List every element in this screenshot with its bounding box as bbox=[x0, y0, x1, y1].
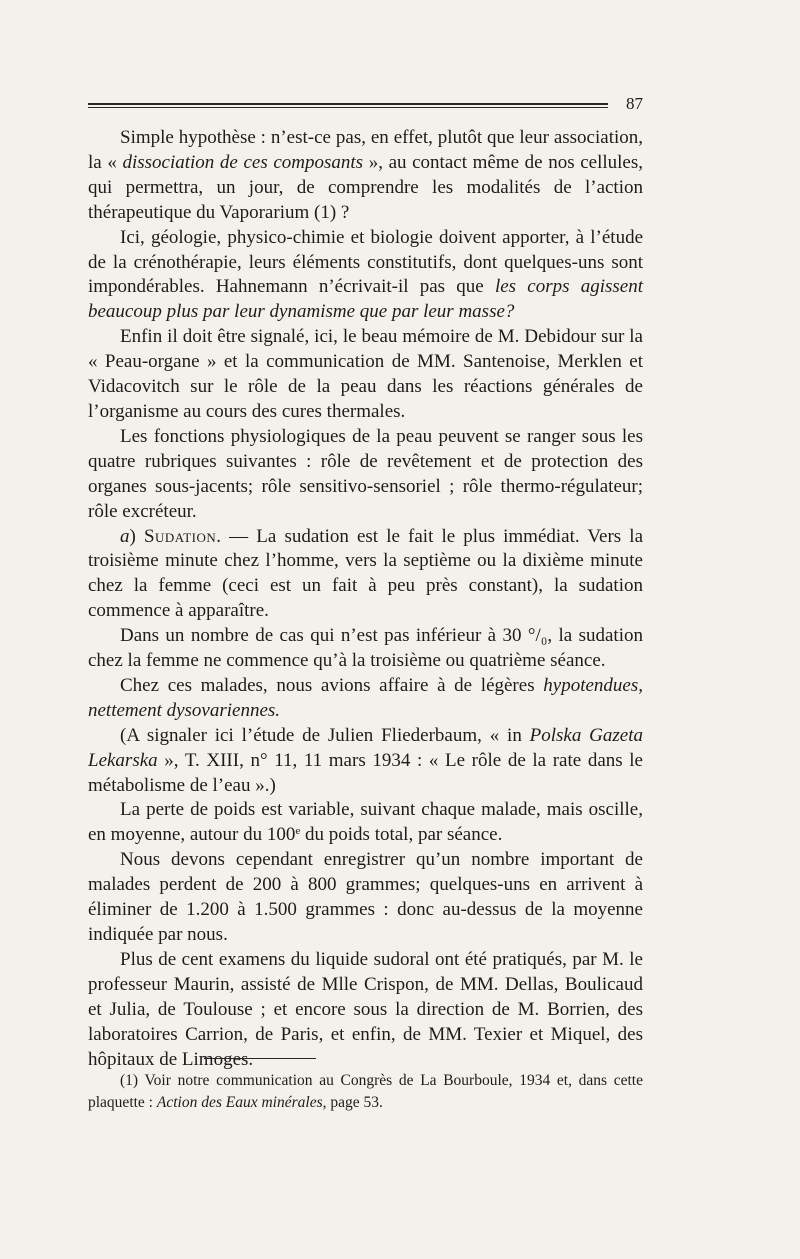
paragraph bbox=[88, 325, 643, 425]
text-run: Ici, géologie, physico-chimie et biologie doivent apporter, à l’étude de la crénothérapie, leurs éléments constitutifs, dont quelques-uns sont impondérables. Hahnemann n’écrivait-il pas que bbox=[88, 226, 643, 298]
italic-text: Polska Gazeta Lekarska bbox=[88, 724, 643, 771]
page-number: 87 bbox=[626, 94, 643, 113]
italic-text: hypotendues, nettement dysovariennes. bbox=[88, 674, 643, 721]
text-run: », T. XIII, n° 11, 11 mars 1934 : « Le rôle de la rate dans le métabolisme de l’eau ».) bbox=[88, 749, 643, 796]
superscript: e bbox=[295, 825, 301, 838]
paragraph bbox=[88, 848, 643, 948]
text-run: ) bbox=[129, 525, 144, 547]
text-run: Nous devons cependant enregistrer qu’un nombre important de malades perdent de 200 à 800 grammes; quelques-uns en arrivent à éliminer de 1.200 à 1.500 grammes : donc au-dessus de la moyenne indiquée par nous. bbox=[88, 849, 643, 945]
italic-text: a bbox=[120, 525, 130, 547]
footnote-rule bbox=[204, 1058, 316, 1059]
text-run: (1) Voir notre communication au Congrès de La Bourboule, 1934 et, dans cette plaquette : bbox=[88, 1072, 643, 1111]
footnote bbox=[88, 1070, 643, 1114]
section-heading: Sudation bbox=[143, 525, 217, 547]
text-run: Enfin il doit être signalé, ici, le beau mémoire de M. Debidour sur la « Peau-organe » et la communication de MM. Santenoise, Merklen et Vidacovitch sur le rôle de la peau dans les réactions générales de l’organisme au cours des cures thermales. bbox=[88, 326, 643, 422]
text-run: . — La sudation est le fait le plus immédiat. Vers la troisième minute chez l’homme, vers la septième ou la dixième minute chez la femme (ceci est un fait à peu près constant), la sudation commence à apparaître. bbox=[88, 525, 644, 622]
footnotes bbox=[88, 1070, 643, 1114]
paragraph bbox=[88, 525, 643, 625]
text-run: (A signaler ici l’étude de Julien Fliederbaum, « in bbox=[120, 724, 530, 746]
text-run: Plus de cent examens du liquide sudoral ont été pratiqués, par M. le professeur Maurin, assisté de Mlle Crispon, de MM. Dellas, Boulicaud et Julia, de Toulouse ; et encore sous la direction de M. Borrien, des laboratoires Carrion, de Paris, et enfin, de MM. Texier et Miquel, des hôpitaux de Limoges. bbox=[88, 948, 643, 1070]
italic-text: Action des Eaux minérales bbox=[156, 1094, 323, 1111]
paragraph bbox=[88, 126, 643, 226]
text-run: Les fonctions physiologiques de la peau peuvent se ranger sous les quatre rubriques suivantes : rôle de revêtement et de protection des organes sous-jacents; rôle sensitivo-sensoriel ; rôle thermo-régulateur; rôle excréteur. bbox=[88, 425, 643, 522]
paragraph bbox=[88, 425, 643, 525]
text-run: du poids total, par séance. bbox=[300, 824, 503, 846]
italic-text: les corps agissent beaucoup plus par leur dynamisme que par leur masse? bbox=[88, 276, 644, 323]
paragraph bbox=[88, 798, 643, 848]
body-text bbox=[88, 126, 643, 1072]
paragraph bbox=[88, 948, 643, 1073]
paragraph bbox=[88, 724, 643, 799]
text-run: Simple hypothèse : n’est-ce pas, en effet, plutôt que leur association, la « bbox=[88, 127, 643, 173]
paragraph bbox=[88, 226, 643, 326]
running-header bbox=[88, 94, 643, 114]
text-run: , page 53. bbox=[322, 1094, 383, 1111]
text-run: Chez ces malades, nous avions affaire à de légères bbox=[120, 674, 544, 696]
paragraph bbox=[88, 674, 643, 724]
text-run: », au contact même de nos cellules, qui permettra, un jour, de comprendre les modalités de l’action thérapeutique du Vaporarium (1) ? bbox=[88, 151, 643, 223]
text-run: La perte de poids est variable, suivant chaque malade, mais oscille, en moyenne, autour du 100 bbox=[88, 799, 643, 846]
italic-text: dissociation de ces composants bbox=[122, 151, 364, 173]
header-rule bbox=[88, 103, 608, 108]
paragraph bbox=[88, 624, 643, 674]
text-run: Dans un nombre de cas qui n’est pas inférieur à 30 °/₀, la sudation chez la femme ne commence qu’à la troisième ou quatrième séance. bbox=[88, 625, 643, 672]
